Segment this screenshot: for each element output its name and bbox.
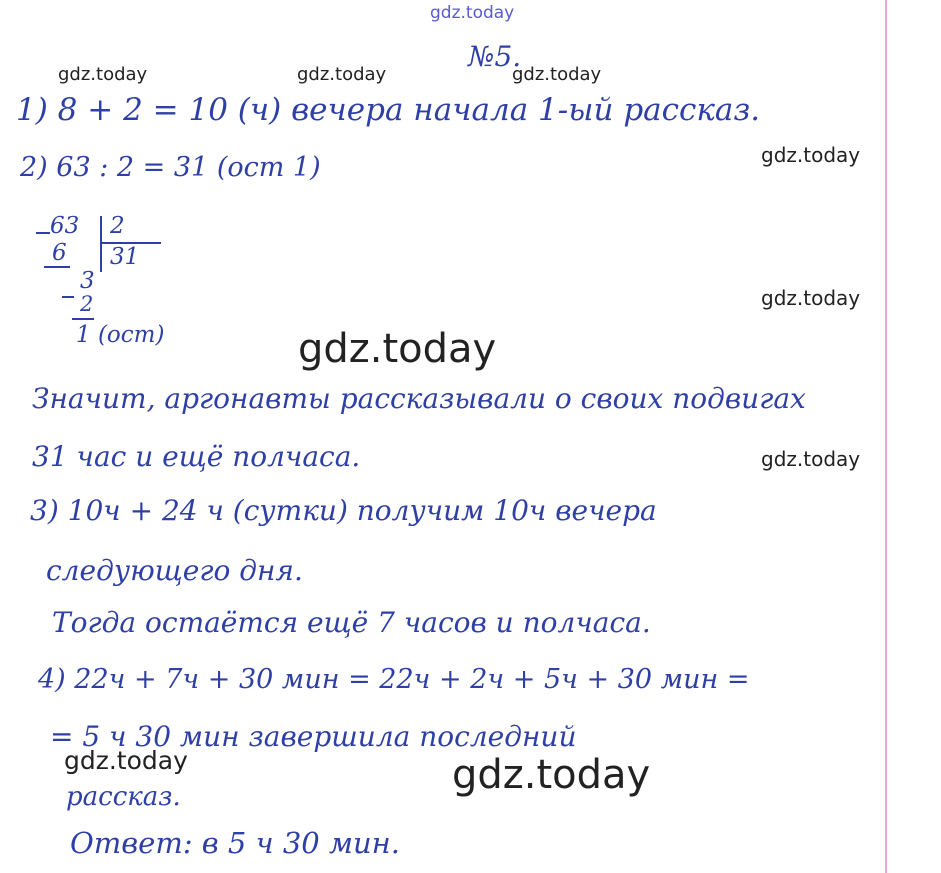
division-step: 3 (80, 268, 95, 294)
solution-line: Тогда остаётся ещё 7 часов и полчаса. (52, 606, 651, 639)
watermark-large: gdz.today (298, 326, 497, 372)
notebook-margin-line (885, 0, 887, 873)
watermark: gdz.today (761, 286, 861, 310)
solution-line: 3) 10ч + 24 ч (сутки) получим 10ч вечера (30, 494, 657, 527)
division-step: 2 (80, 292, 94, 316)
watermark: gdz.today (297, 64, 387, 85)
division-minus (36, 232, 50, 234)
watermark: gdz.today (761, 143, 861, 167)
division-bracket-vertical (100, 216, 102, 272)
division-divisor: 2 (110, 213, 125, 239)
solution-line: 2) 63 : 2 = 31 (ост 1) (20, 152, 321, 183)
division-underline (44, 266, 70, 268)
watermark-top: gdz.today (430, 3, 515, 23)
solution-line: следующего дня. (46, 554, 303, 587)
solution-line: рассказ. (66, 782, 181, 812)
solution-line: Значит, аргонавты рассказывали о своих подвигах (32, 382, 806, 415)
watermark-large: gdz.today (452, 752, 651, 798)
division-dividend: 63 (50, 213, 80, 239)
division-quotient: 31 (110, 244, 140, 270)
watermark: gdz.today (58, 64, 148, 85)
solution-line: 4) 22ч + 7ч + 30 мин = 22ч + 2ч + 5ч + 30 мин = (38, 664, 750, 695)
division-underline (72, 318, 94, 320)
problem-number: №5. (468, 40, 522, 73)
solution-line: = 5 ч 30 мин завершила последний (50, 720, 577, 753)
division-remainder: 1 (ост) (76, 322, 165, 348)
solution-line: 31 час и ещё полчаса. (32, 440, 361, 473)
watermark: gdz.today (761, 447, 861, 471)
answer-line: Ответ: в 5 ч 30 мин. (70, 826, 400, 860)
watermark: gdz.today (64, 746, 188, 775)
watermark: gdz.today (512, 64, 602, 85)
solution-line: 1) 8 + 2 = 10 (ч) вечера начала 1-ый рассказ. (16, 92, 761, 128)
division-subtrahend: 6 (52, 240, 67, 266)
division-minus (62, 296, 74, 298)
